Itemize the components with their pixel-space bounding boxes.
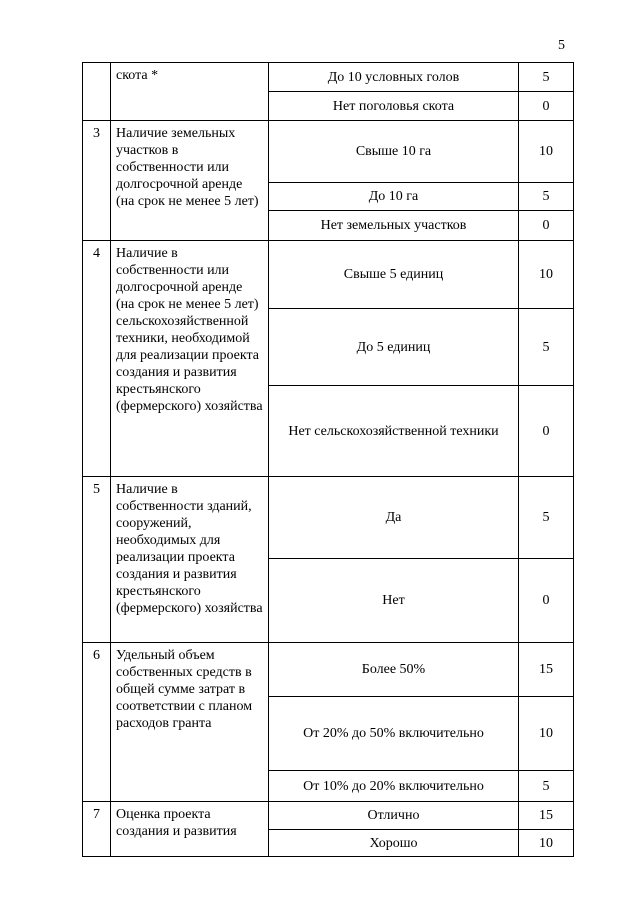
table-row [83,121,574,183]
option-label: Более 50% [269,643,519,697]
criterion-number: 5 [83,477,111,643]
table-row [83,477,574,559]
option-label: Отлично [269,802,519,830]
criterion-number: 6 [83,643,111,802]
option-score: 0 [519,386,574,477]
table-row [83,63,574,92]
option-score: 5 [519,183,574,211]
criterion-text: Наличие земельных участков в собственности или долгосрочной аренде (на срок не менее 5 лет) [111,121,269,241]
option-label: Да [269,477,519,559]
option-score: 0 [519,92,574,121]
option-score: 15 [519,643,574,697]
option-label: Нет земельных участков [269,211,519,241]
option-score: 5 [519,63,574,92]
option-score: 10 [519,830,574,857]
criterion-text: скота * [111,63,269,121]
table-row [83,643,574,697]
option-label: Свыше 5 единиц [269,241,519,309]
criterion-number: 7 [83,802,111,857]
option-score: 15 [519,802,574,830]
option-score: 0 [519,211,574,241]
table-row [83,802,574,830]
option-score: 10 [519,121,574,183]
option-label: До 10 га [269,183,519,211]
criterion-number [83,63,111,121]
option-label: Нет [269,559,519,643]
criteria-table [82,62,574,857]
option-score: 5 [519,477,574,559]
table-row [83,241,574,309]
option-score: 5 [519,771,574,802]
option-label: Нет сельскохозяйственной техники [269,386,519,477]
criterion-text: Удельный объем собственных средств в общей сумме затрат в соответствии с планом расходов гранта [111,643,269,802]
criterion-number: 4 [83,241,111,477]
option-score: 0 [519,559,574,643]
option-score: 10 [519,241,574,309]
option-label: До 5 единиц [269,309,519,386]
option-label: До 10 условных голов [269,63,519,92]
criterion-text: Наличие в собственности или долгосрочной аренде (на срок не менее 5 лет) сельскохозяйственной техники, необходимой для реализации проекта создания и развития крестьянского (фермерского) хозяйства [111,241,269,477]
option-score: 5 [519,309,574,386]
criterion-number: 3 [83,121,111,241]
page-number: 5 [558,38,565,53]
option-label: От 10% до 20% включительно [269,771,519,802]
criterion-text: Оценка проекта создания и развития [111,802,269,857]
option-label: Хорошо [269,830,519,857]
option-label: Нет поголовья скота [269,92,519,121]
option-label: От 20% до 50% включительно [269,697,519,771]
option-score: 10 [519,697,574,771]
criterion-text: Наличие в собственности зданий, сооружений, необходимых для реализации проекта создания и развития крестьянского (фермерского) хозяйства [111,477,269,643]
option-label: Свыше 10 га [269,121,519,183]
